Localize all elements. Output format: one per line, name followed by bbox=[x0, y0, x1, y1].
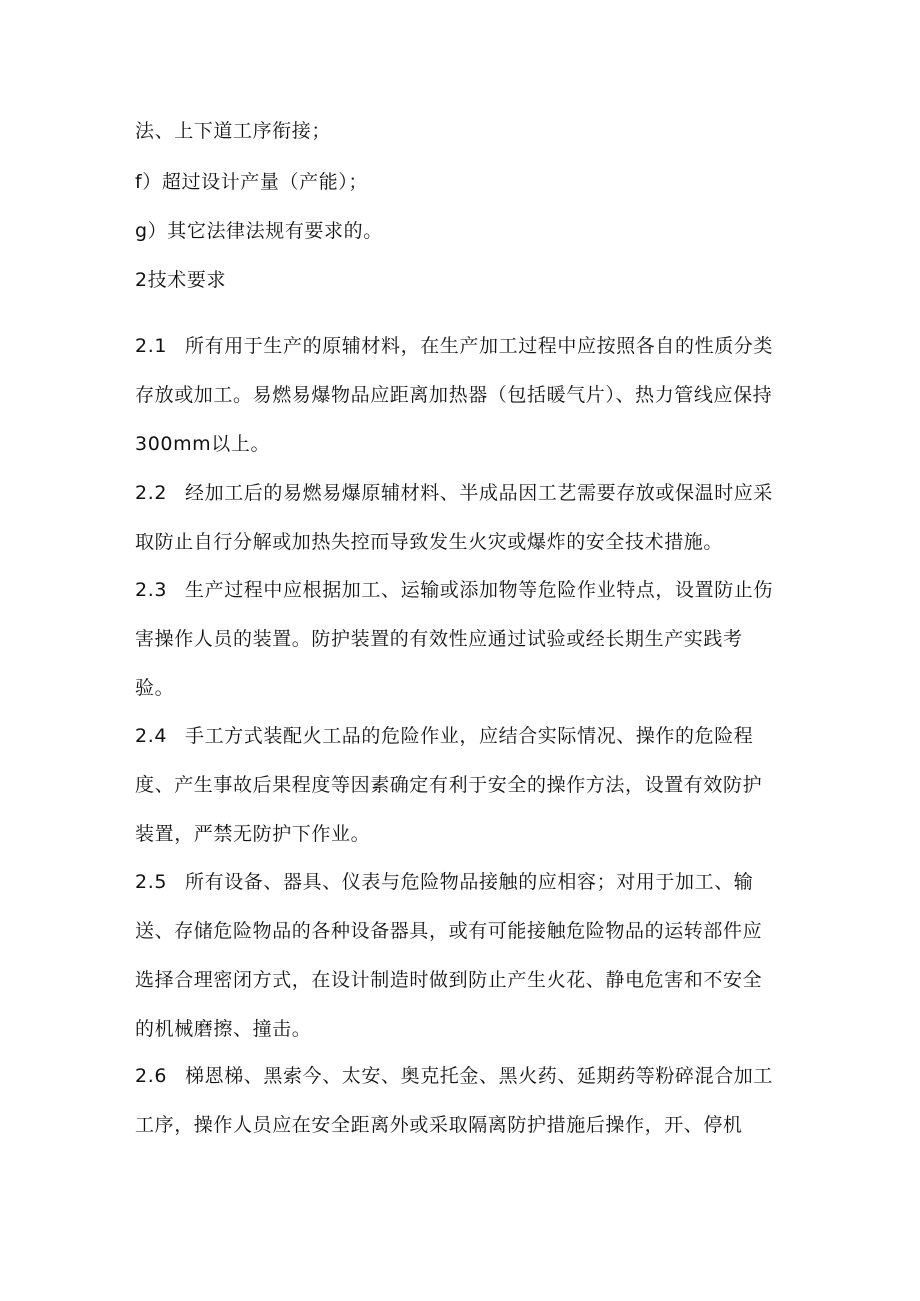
clause-text: 手工方式装配火工品的危险作业，应结合实际情况、操作的危险程度、产生事故后果程度等因素确定有利于安全的操作方法，设置有效防护装置，严禁无防护下作业。 bbox=[135, 725, 763, 845]
clause-2-1 bbox=[135, 322, 780, 469]
clause-2-3 bbox=[135, 566, 780, 713]
clause-text: 生产过程中应根据加工、运输或添加物等危险作业特点，设置防止伤害操作人员的装置。防护装置的有效性应通过试验或经长期生产实践考验。 bbox=[135, 579, 774, 699]
clause-number: 2.5 bbox=[135, 871, 168, 893]
section-heading: 2技术要求 bbox=[135, 269, 227, 291]
clause-2-2 bbox=[135, 469, 780, 567]
clause-number: 2.6 bbox=[135, 1065, 168, 1087]
list-item-g: g）其它法律法规有要求的。 bbox=[135, 220, 383, 242]
clause-2-4 bbox=[135, 712, 780, 859]
clause-text: 所有用于生产的原辅材料，在生产加工过程中应按照各自的性质分类存放或加工。易燃易爆物品应距离加热器（包括暖气片）、热力管线应保持300mm以上。 bbox=[135, 335, 774, 455]
clause-number: 2.3 bbox=[135, 579, 168, 601]
clause-text: 梯恩梯、黑索今、太安、奥克托金、黑火药、延期药等粉碎混合加工工序，操作人员应在安全距离外或采取隔离防护措施后操作，开、停机 bbox=[135, 1065, 774, 1136]
clause-2-5 bbox=[135, 858, 780, 1054]
clause-text: 经加工后的易燃易爆原辅材料、半成品因工艺需要存放或保温时应采取防止自行分解或加热失控而导致发生火灾或爆炸的安全技术措施。 bbox=[135, 482, 774, 553]
clause-2-6 bbox=[135, 1052, 780, 1150]
list-item-f: f）超过设计产量（产能）； bbox=[135, 171, 368, 193]
clause-number: 2.2 bbox=[135, 482, 168, 504]
clause-number: 2.1 bbox=[135, 335, 168, 357]
continuation-line: 法、上下道工序衔接； bbox=[135, 120, 332, 142]
clause-number: 2.4 bbox=[135, 725, 168, 747]
clause-text: 所有设备、器具、仪表与危险物品接触的应相容；对用于加工、输送、存储危险物品的各种设备器具，或有可能接触危险物品的运转部件应选择合理密闭方式，在设计制造时做到防止产生火花、静电危害和不安全的机械磨擦、撞击。 bbox=[135, 871, 763, 1040]
